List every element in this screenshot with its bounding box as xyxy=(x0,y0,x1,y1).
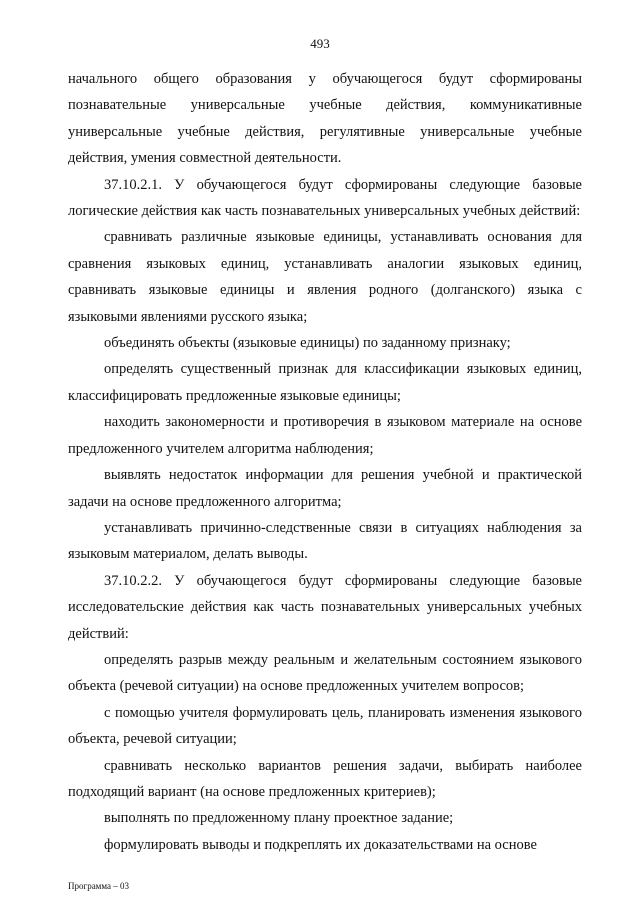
footer-label: Программа – 03 xyxy=(68,881,130,891)
paragraph-classify: определять существенный признак для классификации языковых единиц, классифицировать предложенные языковые единицы; xyxy=(68,361,582,404)
paragraph-conclusions: формулировать выводы и подкреплять их доказательствами на основе xyxy=(104,836,537,853)
paragraph-patterns: находить закономерности и противоречия в языковом материале на основе предложенного учителем алгоритма наблюдения; xyxy=(68,414,582,457)
paragraph-goal: с помощью учителя формулировать цель, планировать изменения языкового объекта, речевой ситуации; xyxy=(68,704,582,748)
paragraph-combine: объединять объекты (языковые единицы) по заданному признаку; xyxy=(104,335,511,352)
paragraph-research-actions-heading: 37.10.2.2. У обучающегося будут сформированы следующие базовые исследовательские действия как часть познавательных универсальных учебных действий: xyxy=(68,572,582,642)
text-body xyxy=(68,66,582,858)
paragraph-gap: определять разрыв между реальным и желательным состоянием языкового объекта (речевой ситуации) на основе предложенных учителем вопросов; xyxy=(68,651,582,695)
page-number: 493 xyxy=(310,36,330,51)
paragraph-compare: сравнивать различные языковые единицы, устанавливать основания для сравнения языковых единиц, устанавливать аналогии языковых единиц, сравнивать языковые единицы и явления родного (долганского) языка с языковыми явлениями русского языка; xyxy=(68,229,582,325)
paragraph-causal: устанавливать причинно-следственные связи в ситуациях наблюдения за языковым материалом, делать выводы. xyxy=(68,519,582,563)
paragraph-project: выполнять по предложенному плану проектное задание; xyxy=(104,810,454,827)
paragraph-lack-info: выявлять недостаток информации для решения учебной и практической задачи на основе предложенного алгоритма; xyxy=(68,467,582,510)
paragraph-logical-actions-heading: 37.10.2.1. У обучающегося будут сформированы следующие базовые логические действия как часть познавательных универсальных учебных действий: xyxy=(68,176,582,220)
paragraph-continuation: начального общего образования у обучающегося будут сформированы познавательные универсальные учебные действия, коммуникативные универсальные учебные действия, регулятивные универсальные учебные действия, умения совместной деятельности. xyxy=(68,71,582,167)
paragraph-variants: сравнивать несколько вариантов решения задачи, выбирать наиболее подходящий вариант (на основе предложенных критериев); xyxy=(68,757,582,800)
